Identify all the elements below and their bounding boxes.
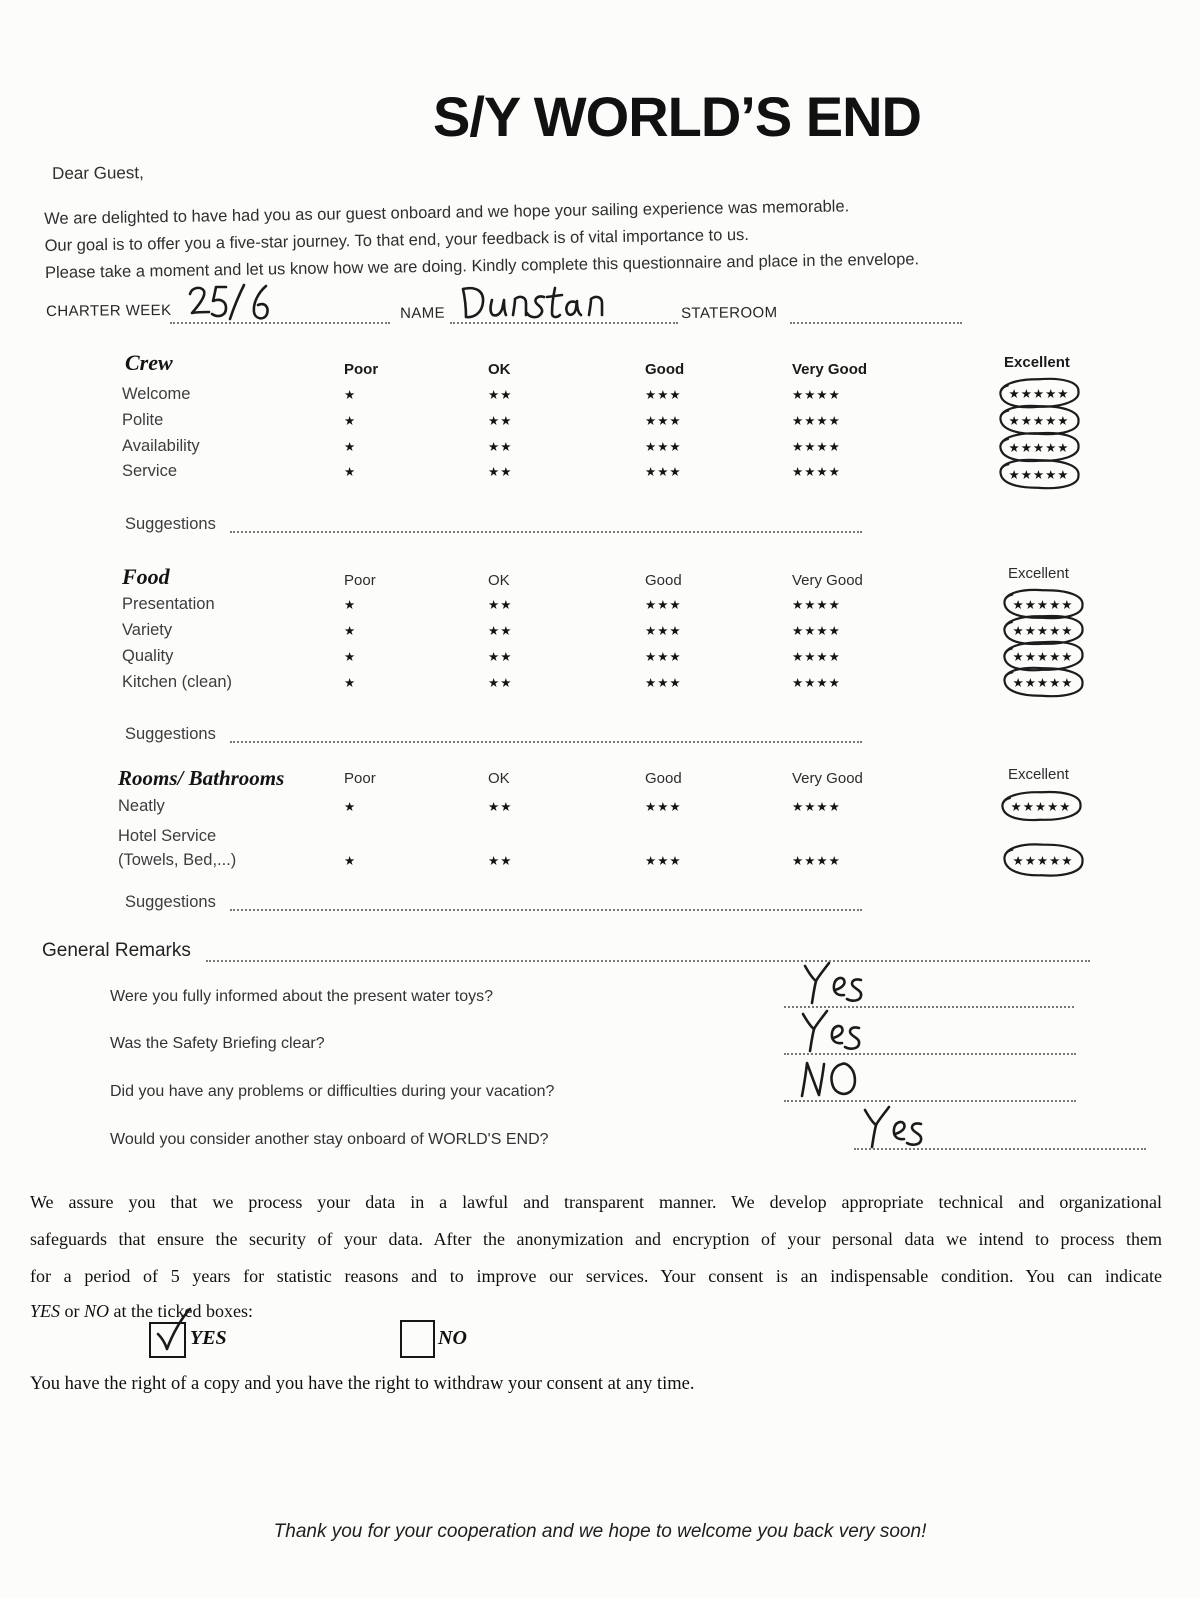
star-cell-ok[interactable]: ★★ <box>488 439 513 454</box>
suggestions-input-line[interactable] <box>230 909 862 911</box>
excellent-circled-rating[interactable] <box>1000 843 1086 877</box>
column-header-very-good: Very Good <box>792 361 868 378</box>
star-cell-very-good[interactable]: ★★★★ <box>792 799 841 814</box>
answer-input-line[interactable] <box>854 1148 1146 1150</box>
rating-row-label: Kitchen (clean) <box>122 673 233 691</box>
column-header-good: Good <box>645 770 682 787</box>
column-header-poor: Poor <box>344 361 379 378</box>
star-cell-poor[interactable]: ★ <box>344 439 357 454</box>
star-cell-ok[interactable]: ★★ <box>488 387 513 402</box>
line4-rest: at the ticked boxes: <box>109 1301 253 1321</box>
star-cell-poor[interactable]: ★ <box>344 799 357 814</box>
section-title-crew: Crew <box>125 350 173 375</box>
intro-line: Please take a moment and let us know how we are doing. Kindly complete this questionnaire and place in the envelope. <box>44 250 920 282</box>
star-cell-poor[interactable]: ★ <box>344 387 357 402</box>
no-checkbox[interactable] <box>400 1320 435 1358</box>
star-cell-good[interactable]: ★★★ <box>645 413 682 428</box>
star-cell-excellent: ★★★★★ <box>1008 439 1070 455</box>
star-cell-poor[interactable]: ★ <box>344 413 357 428</box>
consent-line: for a period of 5 years for statistic reasons and to improve our services. Your consent is an indispensable condition. You can indicate <box>30 1266 1162 1286</box>
column-header-very-good: Very Good <box>792 770 863 787</box>
star-cell-good[interactable]: ★★★ <box>645 853 682 868</box>
column-header-excellent: Excellent <box>1008 766 1069 783</box>
star-cell-excellent: ★★★★★ <box>1012 648 1074 664</box>
star-cell-good[interactable]: ★★★ <box>645 597 682 612</box>
hand-drawn-circle <box>995 662 1090 702</box>
rating-row-label: Quality <box>122 647 174 665</box>
star-cell-ok[interactable]: ★★ <box>488 649 513 664</box>
star-cell-ok[interactable]: ★★ <box>488 464 513 479</box>
rights-statement: You have the right of a copy and you have the right to withdraw your consent at any time. <box>30 1374 695 1394</box>
star-cell-poor[interactable]: ★ <box>344 623 357 638</box>
column-header-ok: OK <box>488 770 510 787</box>
rating-row-label: Polite <box>122 411 164 429</box>
star-cell-poor[interactable]: ★ <box>344 649 357 664</box>
column-header-ok: OK <box>488 572 510 589</box>
star-cell-very-good[interactable]: ★★★★ <box>792 649 841 664</box>
column-header-ok: OK <box>488 361 511 378</box>
star-cell-excellent: ★★★★★ <box>1008 385 1070 401</box>
star-cell-poor[interactable]: ★ <box>344 853 357 868</box>
star-cell-ok[interactable]: ★★ <box>488 799 513 814</box>
column-header-good: Good <box>645 361 685 378</box>
star-cell-very-good[interactable]: ★★★★ <box>792 413 841 428</box>
star-cell-excellent: ★★★★★ <box>1012 596 1074 612</box>
suggestions-input-line[interactable] <box>230 531 862 533</box>
name-label: NAME <box>400 304 446 322</box>
question-text: Would you consider another stay onboard of WORLD'S END? <box>110 1131 549 1148</box>
star-cell-good[interactable]: ★★★ <box>645 649 682 664</box>
name-handwritten-value <box>455 284 607 324</box>
answer-input-line[interactable] <box>784 1053 1076 1055</box>
charter-week-handwritten-value <box>182 282 278 326</box>
star-cell-good[interactable]: ★★★ <box>645 799 682 814</box>
rating-row-sublabel: (Towels, Bed,...) <box>118 851 237 869</box>
no-checkbox-label: NO <box>438 1327 467 1349</box>
column-header-poor: Poor <box>344 770 376 787</box>
name-input-line[interactable] <box>450 322 678 324</box>
suggestions-label: Suggestions <box>125 515 216 533</box>
charter-week-label: CHARTER WEEK <box>46 301 172 320</box>
yes-word: YES <box>30 1301 61 1321</box>
star-cell-poor[interactable]: ★ <box>344 464 357 479</box>
star-cell-very-good[interactable]: ★★★★ <box>792 597 841 612</box>
hand-drawn-circle <box>991 454 1086 494</box>
star-cell-good[interactable]: ★★★ <box>645 439 682 454</box>
general-remarks-input-line[interactable] <box>206 960 1090 962</box>
handwritten-answer <box>796 1058 860 1100</box>
stateroom-input-line[interactable] <box>790 322 962 324</box>
star-cell-ok[interactable]: ★★ <box>488 853 513 868</box>
excellent-circled-rating[interactable] <box>1000 667 1086 697</box>
section-title-food: Food <box>122 564 170 589</box>
star-cell-poor[interactable]: ★ <box>344 675 357 690</box>
star-cell-good[interactable]: ★★★ <box>645 464 682 479</box>
excellent-circled-rating[interactable] <box>996 459 1082 489</box>
consent-line-last <box>30 1301 1162 1322</box>
star-cell-excellent: ★★★★★ <box>1008 466 1070 482</box>
rating-row-label: Availability <box>122 437 200 455</box>
intro-line: We are delighted to have had you as our guest onboard and we hope your sailing experience was memorable. <box>44 197 850 228</box>
question-text: Was the Safety Briefing clear? <box>110 1035 325 1052</box>
rating-row-label: Variety <box>122 621 173 639</box>
general-remarks-label: General Remarks <box>42 940 191 961</box>
rating-row-label: Welcome <box>122 385 191 403</box>
star-cell-very-good[interactable]: ★★★★ <box>792 464 841 479</box>
salutation: Dear Guest, <box>52 163 144 183</box>
star-cell-excellent: ★★★★★ <box>1010 798 1072 814</box>
charter-week-input-line[interactable] <box>170 322 390 324</box>
hand-drawn-circle <box>994 787 1089 825</box>
answer-input-line[interactable] <box>784 1100 1076 1102</box>
star-cell-excellent: ★★★★★ <box>1012 622 1074 638</box>
star-cell-very-good[interactable]: ★★★★ <box>792 439 841 454</box>
consent-line: safeguards that ensure the security of your data. After the anonymization and encryption of your personal data we intend to process them <box>30 1229 1162 1249</box>
column-header-very-good: Very Good <box>792 572 863 589</box>
star-cell-very-good[interactable]: ★★★★ <box>792 623 841 638</box>
star-cell-excellent: ★★★★★ <box>1008 412 1070 428</box>
star-cell-excellent: ★★★★★ <box>1012 852 1074 868</box>
stateroom-label: STATEROOM <box>681 304 778 322</box>
rating-row-label: Neatly <box>118 797 165 815</box>
star-cell-excellent: ★★★★★ <box>1012 674 1074 690</box>
hand-drawn-circle <box>995 839 1090 882</box>
column-header-excellent: Excellent <box>1004 354 1070 371</box>
no-word: NO <box>84 1301 110 1321</box>
question-text: Were you fully informed about the present water toys? <box>110 988 494 1005</box>
star-cell-ok[interactable]: ★★ <box>488 675 513 690</box>
rating-row-label: Service <box>122 462 178 480</box>
suggestions-label: Suggestions <box>125 725 216 743</box>
column-header-poor: Poor <box>344 572 376 589</box>
column-header-good: Good <box>645 572 682 589</box>
rating-row-label: Presentation <box>122 595 215 613</box>
question-text: Did you have any problems or difficulties during your vacation? <box>110 1083 555 1100</box>
star-cell-very-good[interactable]: ★★★★ <box>792 387 841 402</box>
star-cell-very-good[interactable]: ★★★★ <box>792 675 841 690</box>
excellent-circled-rating[interactable] <box>998 791 1084 821</box>
page-title: S/Y WORLD’S END <box>432 85 921 148</box>
handwritten-answer <box>798 960 872 1006</box>
star-cell-good[interactable]: ★★★ <box>645 623 682 638</box>
column-header-excellent: Excellent <box>1008 565 1069 582</box>
section-title-rooms-bathrooms: Rooms/ Bathrooms <box>118 766 285 790</box>
star-cell-good[interactable]: ★★★ <box>645 387 682 402</box>
suggestions-input-line[interactable] <box>230 741 862 743</box>
yes-checkbox-label: YES <box>190 1327 227 1349</box>
star-cell-ok[interactable]: ★★ <box>488 597 513 612</box>
intro-line: Our goal is to offer you a five-star journey. To that end, your feedback is of vital importance to us. <box>44 225 750 255</box>
consent-paragraph <box>30 1190 1162 1322</box>
checkbox-tick-icon <box>151 1304 193 1356</box>
star-cell-ok[interactable]: ★★ <box>488 413 513 428</box>
star-cell-good[interactable]: ★★★ <box>645 675 682 690</box>
or-word: or <box>60 1301 85 1321</box>
handwritten-answer <box>796 1008 870 1054</box>
star-cell-poor[interactable]: ★ <box>344 597 357 612</box>
star-cell-very-good[interactable]: ★★★★ <box>792 853 841 868</box>
intro-paragraph <box>44 192 919 287</box>
consent-line: We assure you that we process your data in a lawful and transparent manner. We develop appropriate technical and organizational <box>30 1192 1162 1212</box>
closing-note: Thank you for your cooperation and we hope to welcome you back very soon! <box>273 1521 927 1542</box>
star-cell-ok[interactable]: ★★ <box>488 623 513 638</box>
rating-row-label: Hotel Service <box>118 827 217 845</box>
suggestions-label: Suggestions <box>125 893 216 911</box>
handwritten-answer <box>858 1104 932 1150</box>
